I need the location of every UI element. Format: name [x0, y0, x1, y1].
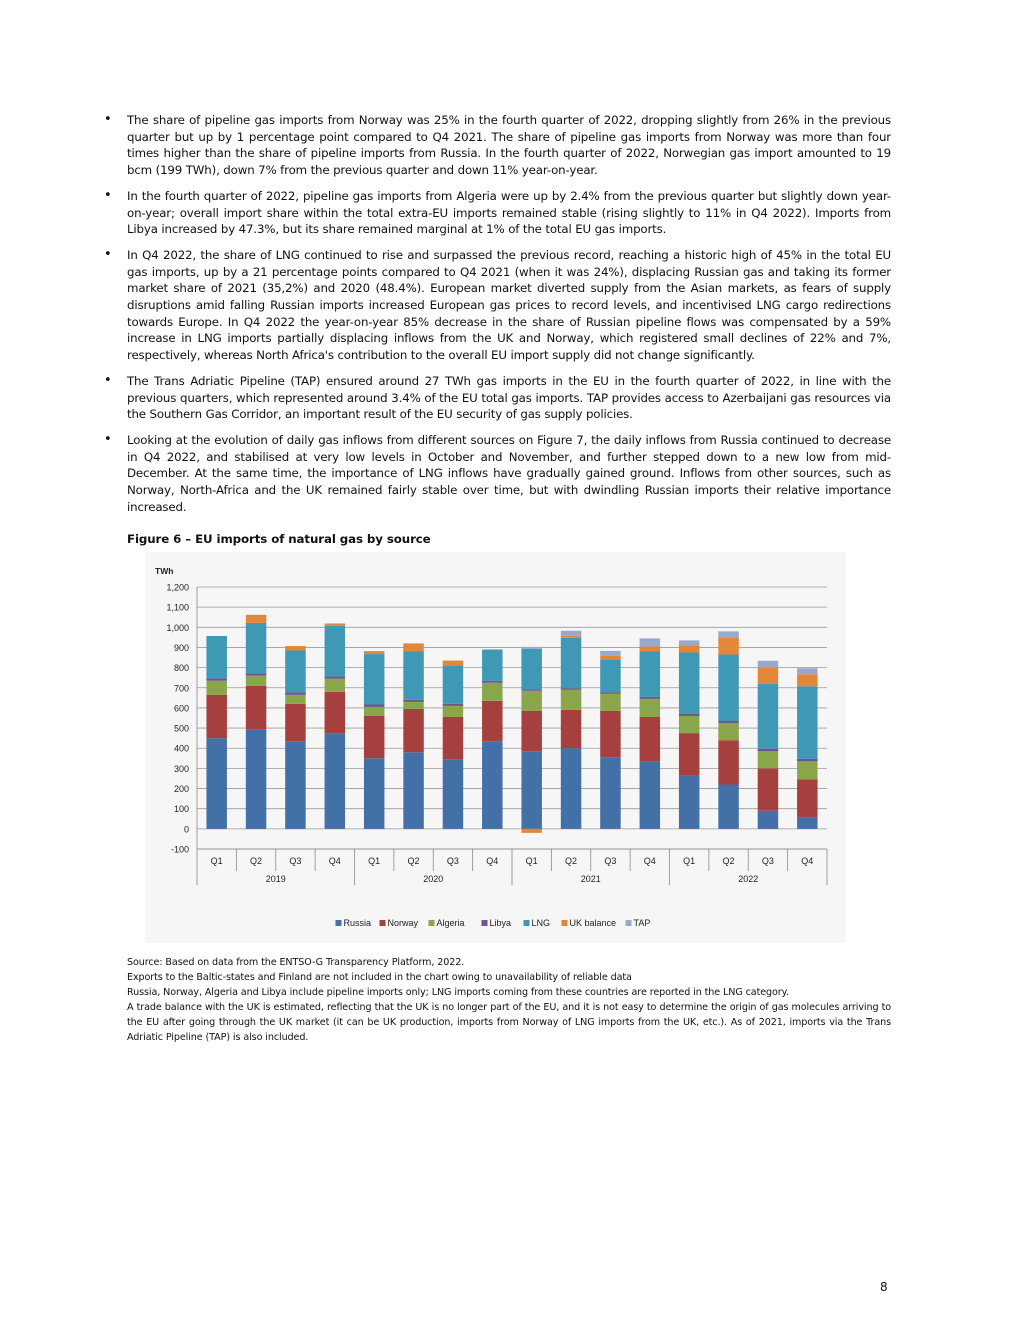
bar-segment-norway — [561, 710, 581, 748]
bar-segment-norway — [206, 695, 226, 738]
legend-swatch-libya — [482, 920, 488, 926]
bar-segment-lng — [246, 623, 266, 673]
bar-segment-tap — [640, 638, 660, 646]
x-tick-label: Q2 — [250, 856, 263, 866]
bar-segment-tap — [758, 661, 778, 668]
note-uk-balance: A trade balance with the UK is estimated, reflecting that the UK is no longer part of the EU, and it is not easy to determine the origin of gas molecules arriving to the EU after going through the UK market (it can be UK production, imports from Norway of LNG imports from the UK, etc.). As of 2021, imports via the Trans Adriatic Pipeline (TAP) is also included. — [127, 1002, 891, 1043]
bar-segment-russia — [561, 748, 581, 829]
legend-label: TAP — [633, 918, 651, 928]
bar-segment-russia — [443, 759, 463, 829]
bar-segment-russia — [521, 751, 541, 829]
bullet-dot: • — [104, 246, 112, 262]
bar-segment-algeria — [600, 694, 620, 711]
y-tick-label: 700 — [173, 683, 189, 694]
bar-segment-libya — [521, 689, 541, 691]
legend-label: Algeria — [436, 918, 465, 928]
bar-segment-libya — [718, 721, 738, 723]
bullet-text: The Trans Adriatic Pipeline (TAP) ensured around 27 TWh gas imports in the EU in the fourth quarter of 2022, in line with the previous quarters, which represented around 3.4% of the EU total gas imports. TAP provides access to Azerbaijani gas resources via the Southern Gas Corridor, an important result of the EU security of gas supply policies. — [127, 373, 891, 422]
bar-segment-uk-balance — [758, 668, 778, 684]
bar-segment-russia — [679, 775, 699, 828]
bar-segment-norway — [482, 701, 502, 741]
bar-segment-algeria — [403, 702, 423, 709]
bar-segment-norway — [758, 768, 778, 810]
bar-segment-lng — [482, 649, 502, 680]
bar-segment-algeria — [521, 691, 541, 711]
bar-segment-lng — [364, 654, 384, 704]
x-tick-label: Q4 — [801, 856, 814, 866]
bar-segment-algeria — [285, 695, 305, 704]
bar-segment-libya — [285, 692, 305, 694]
bar-segment-tap — [679, 640, 699, 645]
bar-segment-russia — [403, 752, 423, 829]
bar-segment-tap — [718, 631, 738, 637]
bullet-lng — [104, 247, 891, 364]
bar-segment-libya — [600, 692, 620, 694]
bar-segment-lng — [521, 649, 541, 689]
bullet-daily-inflows — [104, 432, 891, 516]
bar-segment-lng — [206, 636, 226, 678]
chart-container — [145, 552, 846, 943]
x-tick-label: Q3 — [604, 856, 617, 866]
legend-label: UK balance — [569, 918, 617, 928]
bullet-text: Looking at the evolution of daily gas inflows from different sources on Figure 7, the daily inflows from Russia continued to decrease in Q4 2022, and stabilised at very low levels in October and November, and further stepped down to a new low from mid-December. At the same time, the importance of LNG inflows have gradually gained ground. Inflows from other sources, such as Norway, North-Africa and the UK remained fairly stable over time, but with dwindling Russian imports their relative importance increased. — [127, 432, 891, 514]
bar-segment-norway — [364, 716, 384, 758]
source-notes — [127, 955, 891, 1045]
bar-segment-lng — [561, 638, 581, 688]
bullet-text: In Q4 2022, the share of LNG continued to rise and surpassed the previous record, reaching a historic high of 45% in the total EU gas imports, up by a 21 percentage points compared to Q4 2021 (when it was 24%), displacing Russian gas and taking its former market share of 2021 (35,2%) and 2020 (48.4%). European market diverted supply from the Asian markets, as fears of supply disruptions amid falling Russian imports increased European gas prices to record levels, and incentivised LNG cargo redirections towards Europe. In Q4 2022 the year-on-year 85% decrease in the share of Russian pipeline flows was compensated by a 59% increase in LNG imports partially displacing inflows from the UK and Norway, which registered small declines of 22% and 7%, respectively, whereas North Africa's contribution to the overall EU import supply did not change significantly. — [127, 247, 891, 363]
bullet-dot: • — [104, 431, 112, 447]
bar-segment-russia — [325, 733, 345, 829]
x-tick-label: Q2 — [722, 856, 735, 866]
source-line: Source: Based on data from the ENTSO-G Transparency Platform, 2022. — [127, 957, 465, 968]
x-tick-label: Q4 — [643, 856, 656, 866]
x-tick-label: Q3 — [446, 856, 459, 866]
bar-segment-russia — [718, 785, 738, 829]
x-tick-label: Q4 — [486, 856, 499, 866]
y-tick-label: 600 — [173, 703, 189, 714]
y-tick-label: 900 — [173, 642, 189, 653]
bar-segment-algeria — [482, 683, 502, 701]
bar-segment-norway — [600, 711, 620, 757]
y-tick-label: 200 — [173, 784, 189, 795]
y-tick-label: 0 — [183, 824, 189, 835]
bar-segment-norway — [679, 733, 699, 775]
note-pipeline: Russia, Norway, Algeria and Libya include pipeline imports only; LNG imports coming from these countries are reported in the LNG category. — [127, 987, 789, 998]
bullet-tap — [104, 373, 891, 423]
bar-segment-uk-balance — [561, 636, 581, 638]
bar-segment-lng — [758, 684, 778, 749]
bullet-list — [104, 112, 891, 524]
bar-segment-uk-balance — [521, 829, 541, 833]
bar-segment-russia — [482, 741, 502, 829]
bar-segment-russia — [285, 741, 305, 829]
legend-swatch-tap — [626, 920, 632, 926]
bullet-norway — [104, 112, 891, 179]
bar-segment-lng — [679, 653, 699, 714]
x-year-label: 2021 — [580, 874, 601, 884]
x-tick-label: Q2 — [565, 856, 578, 866]
y-tick-label: 400 — [173, 743, 189, 754]
bullet-text: In the fourth quarter of 2022, pipeline gas imports from Algeria were up by 2.4% from the previous quarter but slightly down year-on-year; overall import share within the total extra-EU imports remained stable (rising slightly to 11% in Q4 2022). Imports from Libya increased by 47.3%, but its share remained marginal at 1% of the total EU gas imports. — [127, 188, 891, 237]
bar-segment-lng — [718, 655, 738, 722]
x-tick-label: Q1 — [368, 856, 381, 866]
bar-segment-russia — [206, 738, 226, 829]
bar-segment-libya — [679, 714, 699, 716]
bar-segment-russia — [364, 758, 384, 829]
page-number: 8 — [880, 1280, 888, 1294]
bar-segment-libya — [325, 676, 345, 678]
bar-segment-algeria — [640, 699, 660, 717]
legend-label: Norway — [387, 918, 419, 928]
bar-segment-russia — [600, 757, 620, 829]
bar-segment-lng — [285, 650, 305, 692]
bullet-dot: • — [104, 187, 112, 203]
bar-segment-uk-balance — [325, 623, 345, 625]
bar-segment-lng — [640, 651, 660, 696]
x-year-label: 2020 — [423, 874, 444, 884]
x-tick-label: Q1 — [683, 856, 696, 866]
bar-segment-tap — [600, 651, 620, 656]
bar-segment-uk-balance — [718, 637, 738, 654]
bar-segment-norway — [325, 692, 345, 733]
x-tick-label: Q1 — [525, 856, 538, 866]
y-tick-label: 1,100 — [166, 602, 189, 613]
bar-segment-norway — [640, 717, 660, 761]
legend-label: LNG — [531, 918, 551, 928]
gas-imports-chart — [145, 552, 846, 943]
legend-swatch-algeria — [429, 920, 435, 926]
bar-segment-algeria — [325, 679, 345, 692]
bar-segment-algeria — [206, 681, 226, 695]
bullet-text: The share of pipeline gas imports from Norway was 25% in the fourth quarter of 2022, dropping slightly from 26% in the previous quarter but up by 1 percentage point compared to Q4 2021. The share of pipeline gas imports from Norway was more than four times higher than the share of pipeline imports from Russia. In the fourth quarter of 2022, Norwegian gas import amounted to 19 bcm (199 TWh), down 7% from the previous quarter and down 11% year-on-year. — [127, 113, 891, 178]
x-tick-label: Q3 — [761, 856, 774, 866]
bar-segment-libya — [797, 759, 817, 761]
y-tick-label: -100 — [170, 844, 189, 855]
y-tick-label: 100 — [173, 804, 189, 815]
x-year-label: 2022 — [738, 874, 759, 884]
x-tick-label: Q3 — [289, 856, 302, 866]
legend-label: Russia — [343, 918, 372, 928]
bar-segment-libya — [206, 678, 226, 680]
bar-segment-uk-balance — [797, 674, 817, 686]
y-tick-label: 1,200 — [166, 582, 189, 593]
bar-segment-libya — [758, 749, 778, 751]
bar-segment-tap — [561, 631, 581, 636]
bar-segment-russia — [246, 729, 266, 829]
bar-segment-norway — [285, 704, 305, 741]
x-tick-label: Q4 — [328, 856, 341, 866]
bar-segment-algeria — [718, 723, 738, 740]
y-tick-label: 500 — [173, 723, 189, 734]
bar-segment-libya — [561, 688, 581, 690]
legend-swatch-russia — [336, 920, 342, 926]
bar-segment-algeria — [758, 751, 778, 768]
bar-segment-algeria — [364, 707, 384, 716]
bar-segment-uk-balance — [285, 646, 305, 650]
bar-segment-libya — [403, 700, 423, 702]
bullet-algeria-libya — [104, 188, 891, 238]
bar-segment-norway — [797, 779, 817, 817]
legend-swatch-uk-balance — [562, 920, 568, 926]
bar-segment-algeria — [679, 716, 699, 733]
note-baltic: Exports to the Baltic-states and Finland are not included in the chart owing to unavailability of reliable data — [127, 972, 632, 983]
x-tick-label: Q1 — [210, 856, 223, 866]
y-tick-label: 800 — [173, 663, 189, 674]
bar-segment-libya — [443, 704, 463, 706]
bar-segment-norway — [403, 709, 423, 752]
bar-segment-uk-balance — [640, 646, 660, 651]
bar-segment-norway — [246, 686, 266, 729]
bar-segment-tap — [521, 647, 541, 649]
bar-segment-russia — [758, 811, 778, 829]
bar-segment-lng — [443, 666, 463, 704]
bar-segment-algeria — [561, 690, 581, 710]
bar-segment-lng — [797, 686, 817, 759]
bar-segment-libya — [482, 681, 502, 683]
bar-segment-lng — [325, 626, 345, 676]
bar-segment-uk-balance — [443, 661, 463, 666]
bar-segment-russia — [797, 818, 817, 829]
bar-segment-lng — [403, 651, 423, 699]
bar-segment-uk-balance — [364, 651, 384, 654]
bullet-dot: • — [104, 372, 112, 388]
legend-label: Libya — [489, 918, 512, 928]
figure-title: Figure 6 – EU imports of natural gas by source — [127, 532, 431, 546]
bar-segment-uk-balance — [600, 656, 620, 660]
bar-segment-algeria — [246, 676, 266, 686]
y-axis-label: TWh — [155, 566, 174, 576]
y-tick-label: 300 — [173, 763, 189, 774]
bar-segment-tap — [797, 668, 817, 674]
bar-segment-uk-balance — [246, 615, 266, 623]
bar-segment-libya — [640, 697, 660, 699]
y-tick-label: 1,000 — [166, 622, 189, 633]
bar-segment-russia — [640, 761, 660, 829]
x-tick-label: Q2 — [407, 856, 420, 866]
bar-segment-libya — [364, 704, 384, 706]
bar-segment-norway — [718, 740, 738, 784]
x-year-label: 2019 — [265, 874, 286, 884]
legend-swatch-lng — [524, 920, 530, 926]
bar-segment-algeria — [797, 761, 817, 779]
legend-swatch-norway — [380, 920, 386, 926]
bar-segment-libya — [246, 673, 266, 675]
bullet-dot: • — [104, 112, 112, 127]
bar-segment-uk-balance — [679, 645, 699, 652]
bar-segment-norway — [443, 717, 463, 759]
bar-segment-norway — [521, 711, 541, 751]
bar-segment-uk-balance — [403, 643, 423, 651]
bar-segment-algeria — [443, 706, 463, 717]
bar-segment-lng — [600, 660, 620, 692]
